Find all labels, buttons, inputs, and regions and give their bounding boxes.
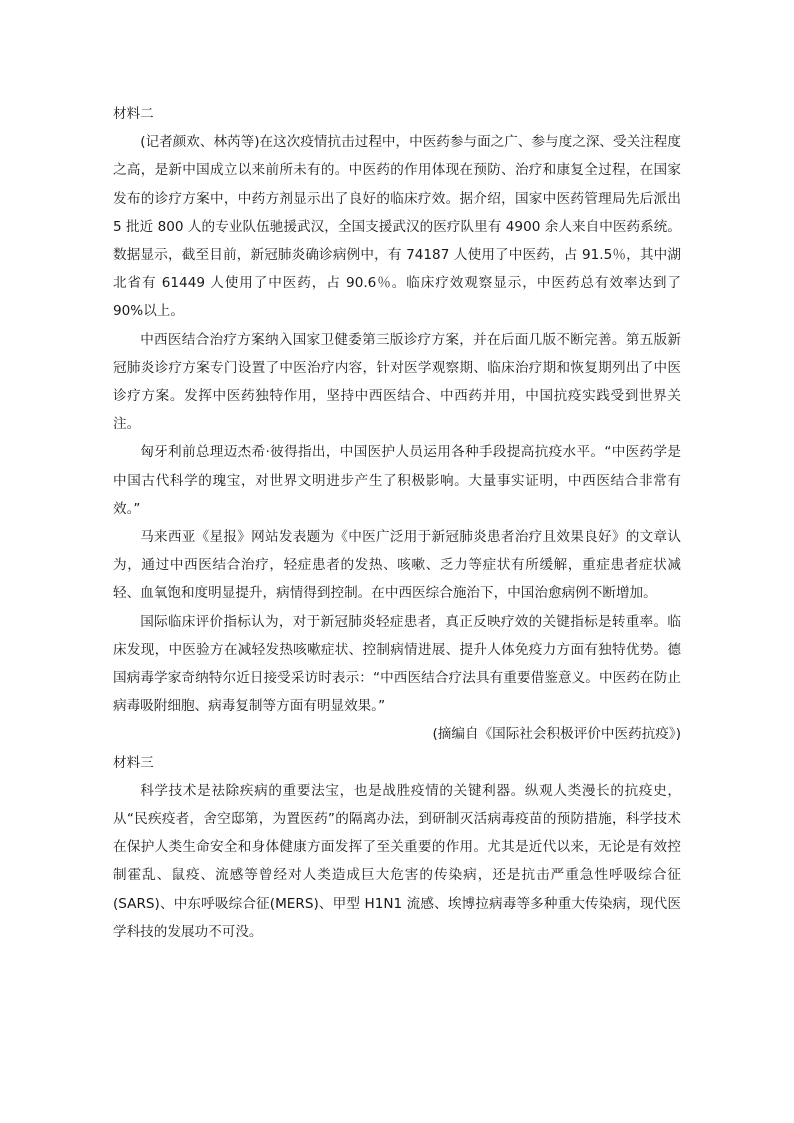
material-two-paragraph-3: 匈牙利前总理迈杰希·彼得指出，中国医护人员运用各种手段提高抗疫水平。“中医药学是中国古代科学的瑰宝，对世界文明进步产生了积极影响。大量事实证明，中西医结合非常有效。” (113, 444, 681, 517)
document-body (113, 100, 681, 946)
material-three-section (113, 749, 681, 946)
material-two-paragraph-2: 中西医结合治疗方案纳入国家卫健委第三版诊疗方案，并在后面几版不断完善。第五版新冠肺炎诊疗方案专门设置了中医治疗内容，针对医学观察期、临床治疗期和恢复期列出了中医诊疗方案。发挥中医药独特作用，坚持中西医结合、中西药并用，中国抗疫实践受到世界关注。 (113, 331, 681, 433)
material-three-paragraph-1: 科学技术是祛除疾病的重要法宝，也是战胜疫情的关键利器。纵观人类漫长的抗疫史，从“民疾疫者，舍空邸第，为置医药”的隔离办法，到研制灭活病毒疫苗的预防措施，科学技术在保护人类生命安全和身体健康方面发挥了至关重要的作用。尤其是近代以来，无论是有效控制霍乱、鼠疫、流感等曾经对人类造成巨大危害的传染病，还是抗击严重急性呼吸综合征(SARS)、中东呼吸综合征(MERS)、甲型 H1N1 流感、埃博拉病毒等多种重大传染病，现代医学科技的发展功不可没。 (113, 782, 681, 940)
material-three-heading: 材料三 (113, 754, 154, 771)
material-two-paragraph-1: (记者颜欢、林芮等)在这次疫情抗击过程中，中医药参与面之广、参与度之深、受关注程度之高，是新中国成立以来前所未有的。中医药的作用体现在预防、治疗和康复全过程，在国家发布的诊疗方案中，中药方剂显示出了良好的临床疗效。据介绍，国家中医药管理局先后派出 5 批近 800 人的专业队伍驰援武汉，全国支援武汉的医疗队里有 4900 余人来自中医药系统。数据显示，截至目前，新冠肺炎确诊病例中，有 74187 人使用了中医药，占 91.5％，其中湖北省有 61449 人使用了中医药，占 90.6％。临床疗效观察显示，中医药总有效率达到了 90%以上。 (113, 134, 681, 320)
material-two-source-citation: (摘编自《国际社会积极评价中医药抗疫》) (432, 726, 681, 743)
material-two-paragraph-5: 国际临床评价指标认为，对于新冠肺炎轻症患者，真正反映疗效的关键指标是转重率。临床发现，中医验方在减轻发热咳嗽症状、控制病情进展、提升人体免疫力方面有独特优势。德国病毒学家奇纳特尔近日接受采访时表示：“中西医结合疗法具有重要借鉴意义。中医药在防止病毒吸附细胞、病毒复制等方面有明显效果。” (113, 613, 681, 715)
material-two-paragraph-4: 马来西亚《星报》网站发表题为《中医广泛用于新冠肺炎患者治疗且效果良好》的文章认为，通过中西医结合治疗，轻症患者的发热、咳嗽、乏力等症状有所缓解，重症患者症状减轻、血氧饱和度明显提升，病情得到控制。在中西医综合施治下，中国治愈病例不断增加。 (113, 529, 681, 602)
material-two-heading: 材料二 (113, 106, 154, 122)
material-two-section (113, 100, 681, 749)
